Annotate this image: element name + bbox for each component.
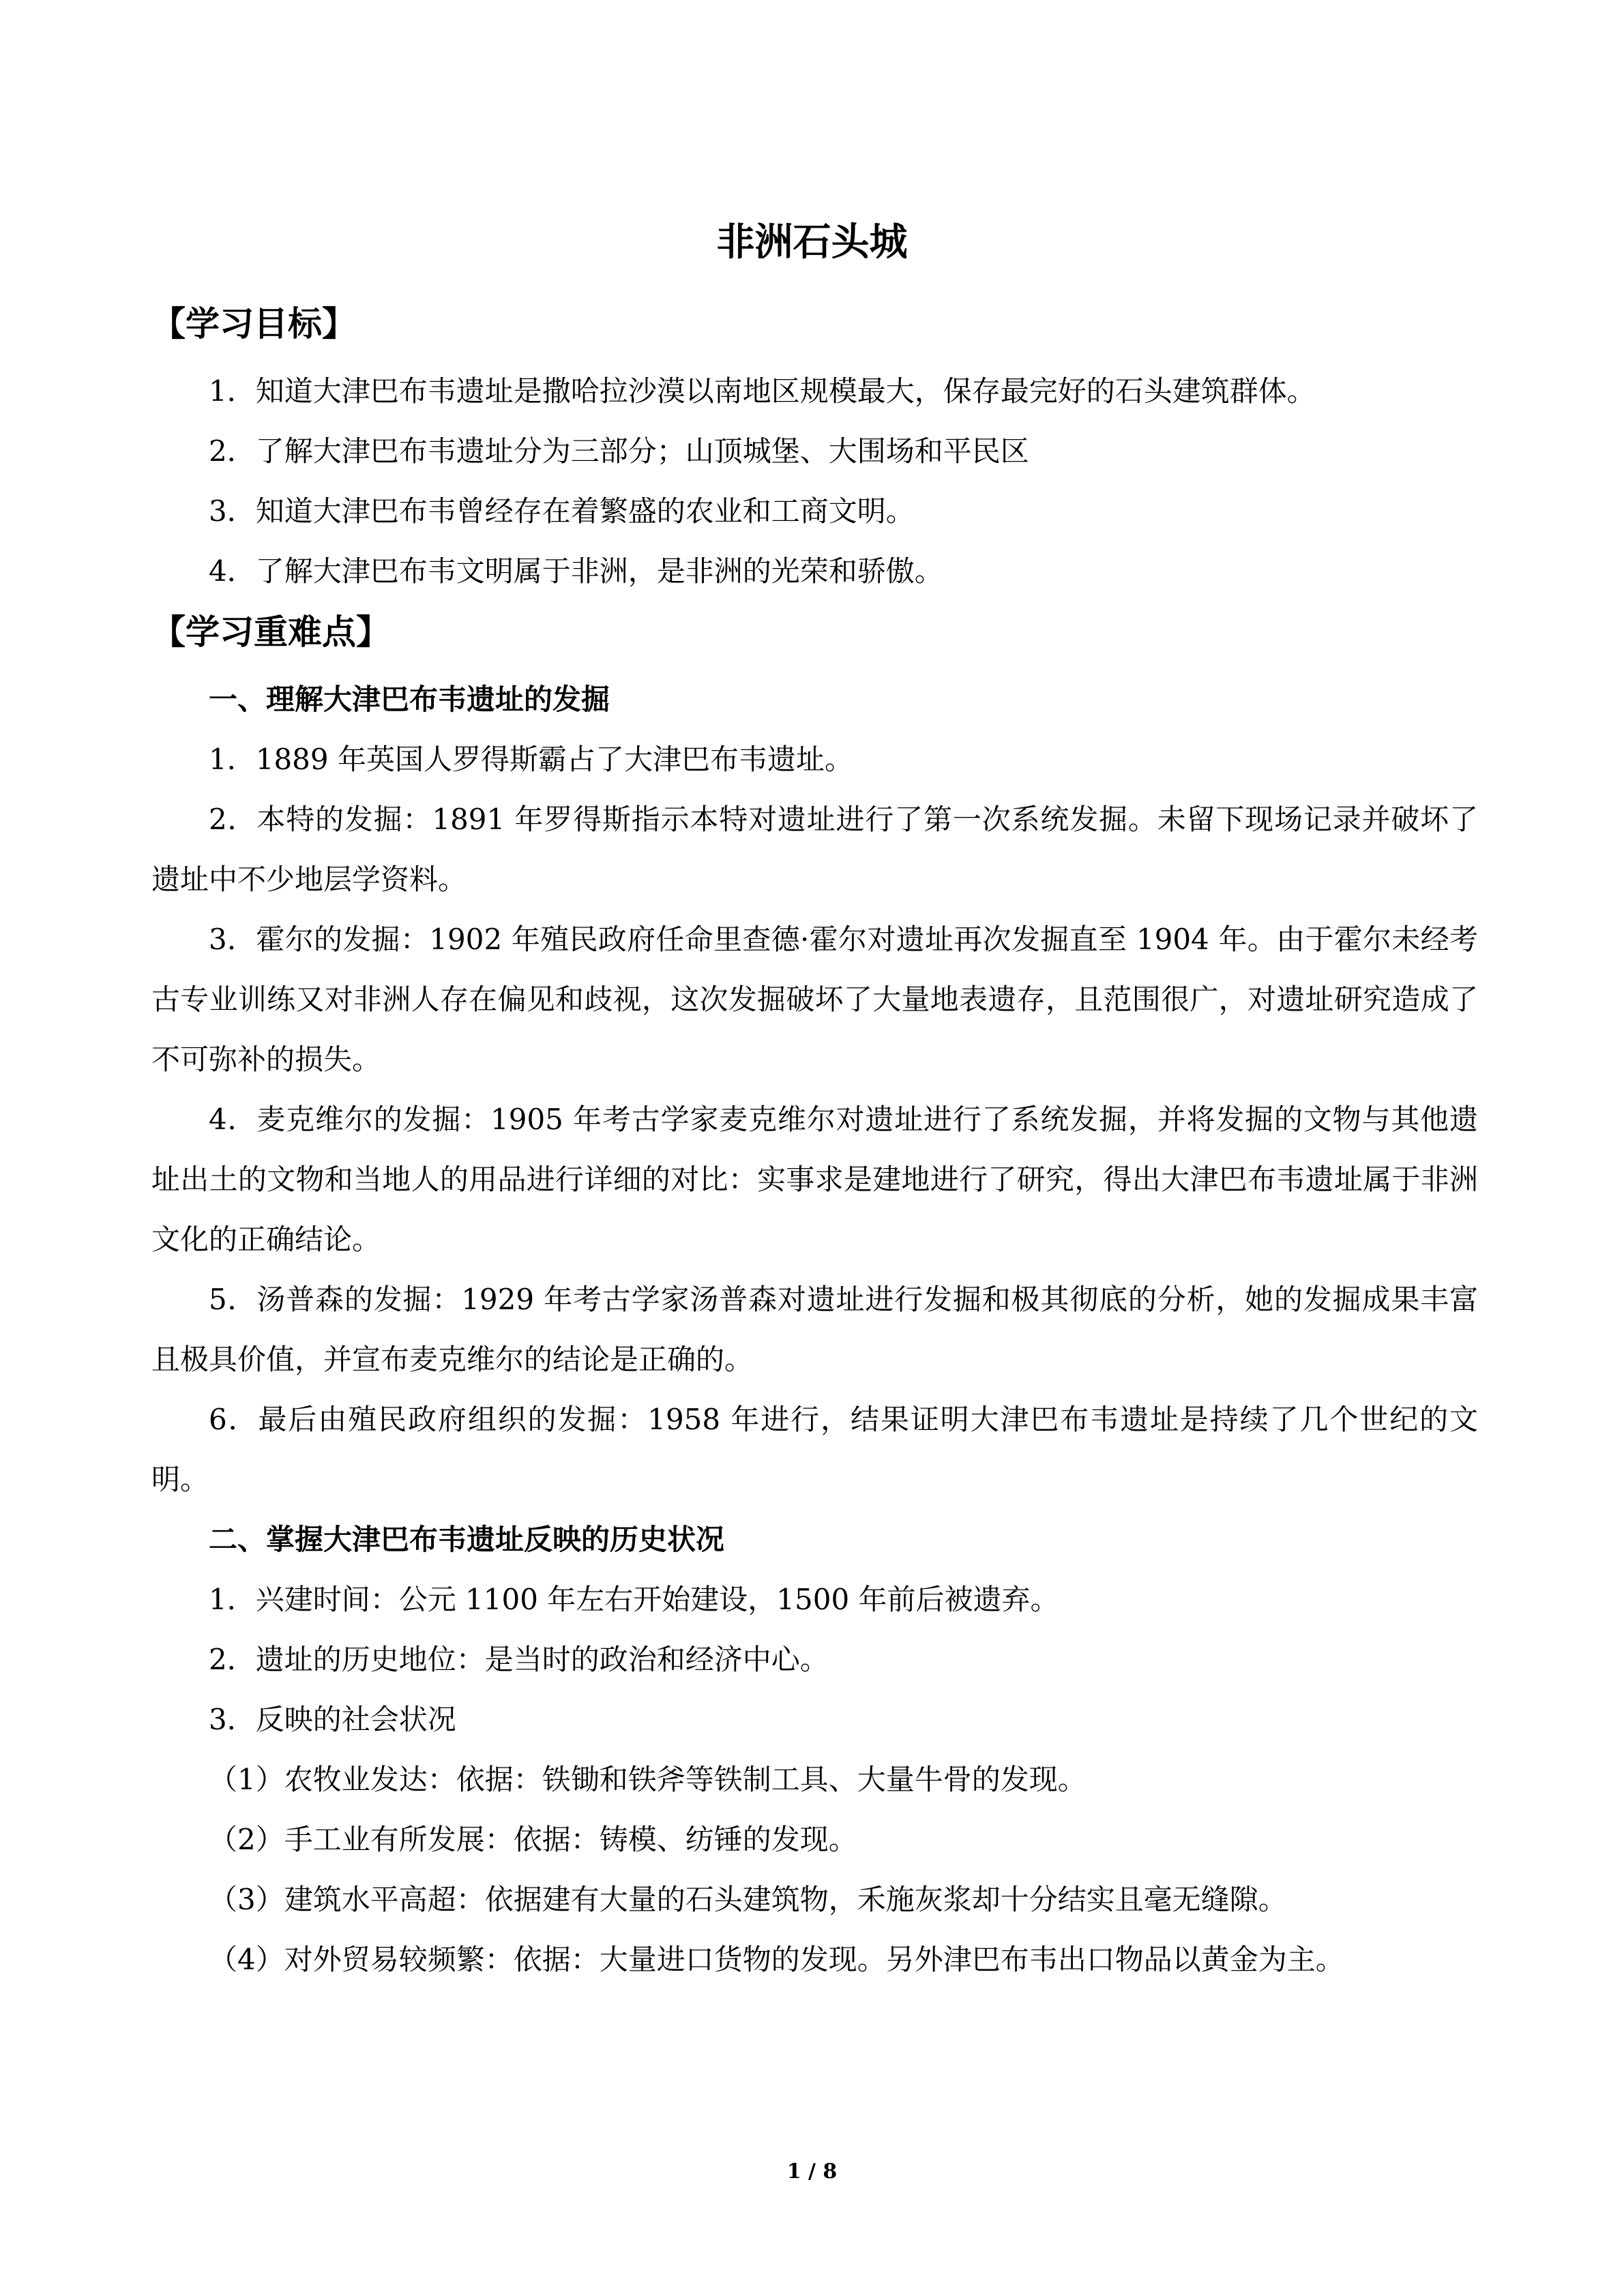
objective-item: 1．知道大津巴布韦遗址是撒哈拉沙漠以南地区规模最大，保存最完好的石头建筑群体。 [209,374,1316,408]
history-item: 1．兴建时间：公元 1100 年左右开始建设，1500 年前后被遗弃。 [209,1583,1059,1616]
excavation-item: 3．霍尔的发掘：1902 年殖民政府任命里查德·霍尔对遗址再次发掘直至 1904 年。由于霍尔未经考古专业训练又对非洲人存在偏见和歧视，这次发掘破坏了大量地表遗存，且范围很广，对遗址研究造成了不可弥补的损失。 [151,923,1478,1076]
excavation-item: 5．汤普森的发掘：1929 年考古学家汤普森对遗址进行发掘和极其彻底的分析，她的发掘成果丰富且极具价值，并宣布麦克维尔的结论是正确的。 [151,1283,1478,1376]
history-item: （1）农牧业发达：依据：铁锄和铁斧等铁制工具、大量牛骨的发现。 [209,1763,1087,1796]
document-body [151,293,1478,1990]
excavation-item: 2．本特的发掘：1891 年罗得斯指示本特对遗址进行了第一次系统发掘。未留下现场记录并破坏了遗址中不少地层学资料。 [151,803,1478,896]
key-points-heading: 【学习重难点】 [151,612,390,652]
excavation-item: 4．麦克维尔的发掘：1905 年考古学家麦克维尔对遗址进行了系统发掘，并将发掘的文物与其他遗址出土的文物和当地人的用品进行详细的对比：实事求是建地进行了研究，得出大津巴布韦遗址属于非洲文化的正确结论。 [151,1103,1478,1256]
history-item: 2．遗址的历史地位：是当时的政治和经济中心。 [209,1643,829,1676]
history-item: （2）手工业有所发展：依据：铸模、纺锤的发现。 [209,1823,857,1856]
history-item: （3）建筑水平高超：依据建有大量的石头建筑物，禾施灰浆却十分结实且毫无缝隙。 [209,1883,1287,1916]
excavation-item: 6．最后由殖民政府组织的发掘：1958 年进行，结果证明大津巴布韦遗址是持续了几个世纪的文明。 [151,1403,1478,1496]
excavation-subheading: 一、理解大津巴布韦遗址的发掘 [209,683,610,716]
objective-item: 3．知道大津巴布韦曾经存在着繁盛的农业和工商文明。 [209,494,915,528]
excavation-item: 1．1889 年英国人罗得斯霸占了大津巴布韦遗址。 [209,743,853,776]
page-number: 1 / 8 [786,2160,838,2183]
page-title: 非洲石头城 [716,220,908,265]
history-item: （4）对外贸易较频繁：依据：大量进口货物的发现。另外津巴布韦出口物品以黄金为主。 [209,1943,1344,1976]
objective-item: 2．了解大津巴布韦遗址分为三部分；山顶城堡、大围场和平民区 [209,434,1029,468]
objective-item: 4．了解大津巴布韦文明属于非洲，是非洲的光荣和骄傲。 [209,554,943,588]
history-item: 3．反映的社会状况 [209,1703,456,1736]
history-subheading: 二、掌握大津巴布韦遗址反映的历史状况 [209,1523,725,1556]
objectives-heading: 【学习目标】 [151,304,356,344]
